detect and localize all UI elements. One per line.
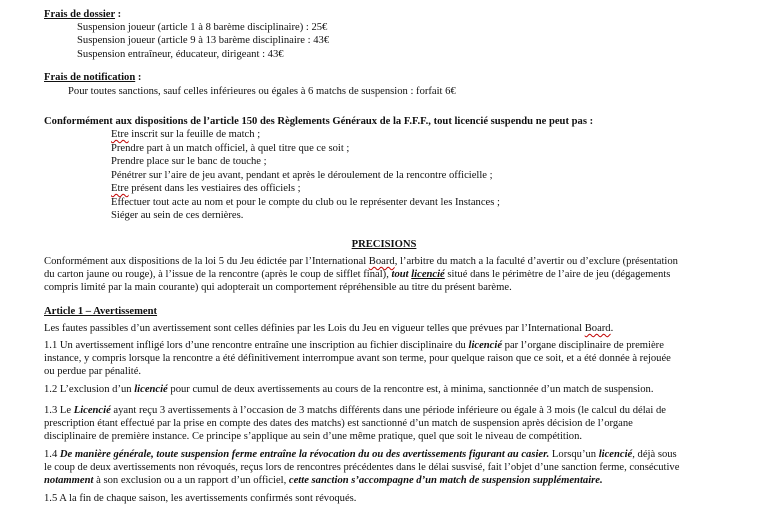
- emphasis: tout: [391, 269, 409, 280]
- article1-4-line: [44, 449, 677, 461]
- spellcheck-word: Board: [584, 323, 611, 334]
- text-run: , déjà sous: [632, 449, 677, 460]
- article150-item: [111, 129, 260, 141]
- article1-heading: Article 1 – Avertissement: [44, 306, 158, 317]
- frais-dossier-heading-text: Frais de dossier: [44, 9, 116, 20]
- precisions-text-line: [44, 256, 678, 268]
- frais-notification-colon: :: [135, 72, 142, 83]
- text-run: pour cumul de deux avertissements au cours de la rencontre est, à minima, sanctionnée d’un match de suspension.: [167, 384, 654, 395]
- text-run: 1.3 Le: [44, 405, 74, 416]
- frais-dossier-item: Suspension joueur (article 1 à 8 barème disciplinaire) : 25€: [77, 22, 328, 33]
- text-run: .: [610, 323, 614, 334]
- text-run: ayant reçu 3 avertissements à l’occasion de 3 matchs différents dans une période inférieure ou égale à 3 mois (le calcul du délai de: [110, 405, 666, 416]
- text-run: par l’organe disciplinaire de première: [502, 340, 664, 351]
- spellcheck-word: Etre: [111, 183, 129, 194]
- text-run: à son exclusion ou a un rapport d’un officiel,: [93, 475, 289, 486]
- precisions-text-line: compris limité par la main courante) qui adopterait un comportement répréhensible au titre du présent barème.: [44, 282, 512, 293]
- article1-4-line: le coup de deux avertissements non révoqués, reçus lors de rencontres précédentes dans le délai susvisé, fait l’objet d’une sanction ferme, consécutive: [44, 462, 680, 473]
- article150-item: Siéger au sein de ces dernières.: [111, 210, 244, 221]
- article1-3-line: prescription étant effectué par la prise en compte des dates des matchs) est sanctionné d’un match de suspension après décision de l’organe: [44, 418, 633, 429]
- article150-item: Pénétrer sur l’aire de jeu avant, pendant et après le déroulement de la rencontre officielle ;: [111, 170, 493, 181]
- text-run: Les fautes passibles d’un avertissement sont celles définies par les Lois du Jeu en vigueur telles que prévues par l’International: [44, 323, 585, 334]
- frais-dossier-item: Suspension joueur (article 9 à 13 barème disciplinaire : 43€: [77, 35, 330, 46]
- article1-5-line: 1.5 A la fin de chaque saison, les avertissements confirmés sont révoqués.: [44, 493, 357, 504]
- article150-item: Effectuer tout acte au nom et pour le compte du club ou le représenter devant les Instances ;: [111, 197, 500, 208]
- frais-dossier-colon: :: [115, 9, 122, 20]
- emphasis: licencié: [598, 449, 633, 460]
- article1-4-line: [44, 475, 603, 487]
- text-run: 1.1 Un avertissement infligé lors d’une rencontre entraîne une inscription au fichier disciplinaire du: [44, 340, 469, 351]
- article1-1-line: ou perdue par pénalité.: [44, 366, 142, 377]
- article150-item: Prendre place sur le banc de touche ;: [111, 156, 267, 167]
- emphasis: licencié: [411, 269, 445, 280]
- article1-1-line: instance, y compris lorsque la rencontre a été définitivement interrompue avant son terme, pour quelque raison que ce soit, et a été donnée à rejouée: [44, 353, 671, 364]
- frais-notification-heading: [44, 72, 141, 84]
- article150-item-text: inscrit sur la feuille de match ;: [128, 129, 261, 140]
- text-run: 1.2 L’exclusion d’un: [44, 384, 135, 395]
- article150-item: Prendre part à un match officiel, à quel titre que ce soit ;: [111, 143, 350, 154]
- emphasis: Licencié: [73, 405, 111, 416]
- precisions-text-line: [44, 269, 670, 281]
- emphasis: notamment: [44, 475, 94, 486]
- frais-dossier-item: Suspension entraîneur, éducateur, dirigeant : 43€: [77, 49, 284, 60]
- emphasis: De manière générale, toute suspension ferme entraîne la révocation du ou des avertissements figurant au casier.: [59, 449, 550, 460]
- text-run: Lorsqu’un: [549, 449, 599, 460]
- emphasis: licencié: [468, 340, 503, 351]
- frais-notification-text: Pour toutes sanctions, sauf celles inférieures ou égales à 6 matchs de suspension : forfait 6€: [68, 86, 456, 97]
- text-run: 1.4: [44, 449, 60, 460]
- frais-notification-heading-text: Frais de notification: [44, 72, 136, 83]
- frais-dossier-heading: [44, 9, 121, 21]
- text-run: situé dans le périmètre de l’aire de jeu (dégagements: [444, 269, 671, 280]
- emphasis: licencié: [134, 384, 168, 395]
- text-run: , l’arbitre du match a la faculté d’avertir ou d’exclure (présentation: [394, 256, 678, 267]
- article1-3-line: [44, 405, 666, 417]
- article1-1-line: [44, 340, 664, 352]
- article150-item-text: présent dans les vestiaires des officiels ;: [128, 183, 301, 194]
- precisions-title: PRECISIONS: [351, 239, 417, 250]
- article1-3-line: disciplinaire de première instance. Ce principe s’applique au sein d’une même pratique, quel que soit le niveau de compétition.: [44, 431, 583, 442]
- spellcheck-word: Board: [368, 256, 395, 267]
- spellcheck-word: Etre: [111, 129, 129, 140]
- text-run: du carton jaune ou rouge), à l’issue de la rencontre (après le coup de sifflet final),: [44, 269, 392, 280]
- text-run: Conformément aux dispositions de la loi 5 du Jeu édictée par l’International: [44, 256, 369, 267]
- article1-intro: [44, 323, 613, 335]
- article150-heading: Conformément aux dispositions de l’article 150 des Règlements Généraux de la F.F.F., tout licencié suspendu ne peut pas :: [44, 116, 594, 127]
- article1-2-line: [44, 384, 653, 396]
- article150-item: [111, 183, 301, 195]
- emphasis: cette sanction s’accompagne d’un match de suspension supplémentaire.: [288, 475, 603, 486]
